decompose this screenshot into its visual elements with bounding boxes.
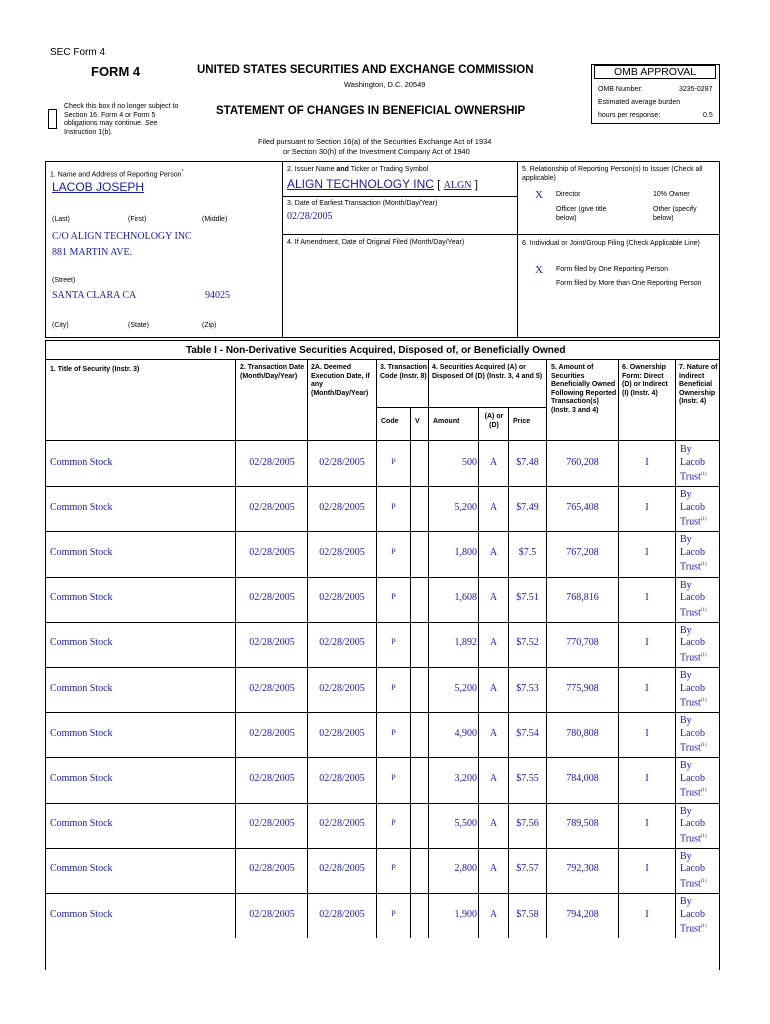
nature-of-ownership-cell [680,534,718,574]
transaction-date-cell: 02/28/2005 [249,727,295,739]
one-person-label: Form filed by One Reporting Person [556,266,669,273]
filed-pursuant-line2: or Section 30(h) of the Investment Company Act of 1940 [283,147,470,156]
nature-word: Trust$^{(1)}$ [680,697,707,709]
security-title-cell: Common Stock [50,682,113,694]
security-title-cell: Common Stock [50,547,113,558]
earliest-date-label: 3. Date of Earliest Transaction (Month/Day/Year) [287,200,438,207]
security-title-cell: Common Stock [50,592,113,604]
footnote-link[interactable]: (1) [700,924,707,929]
nature-word: By [680,534,692,546]
footnote-link[interactable]: (1) [700,517,707,523]
col-divider [410,803,411,848]
nature-word: Trust$^{(1)}$ [680,516,707,528]
header-deemed-date: 2A. Deemed Execution Date, if any (Month/Day/Year) [311,364,370,397]
price-cell: $7.48 [516,456,539,468]
col-divider [410,577,411,622]
col-divider [675,531,676,576]
ownership-form-cell: I [645,547,649,558]
no-longer-subject-checkbox[interactable] [48,109,57,129]
a-or-d-cell: A [489,547,498,558]
transaction-date-cell: 02/28/2005 [249,456,295,468]
amount-cell: 1,608 [454,592,477,604]
ownership-form-cell: I [645,727,649,739]
ownership-form-cell: I [645,456,649,468]
ownership-form-cell: I [645,682,649,694]
col-divider [508,407,509,440]
col-divider [235,757,236,802]
grid-divider [517,234,720,235]
transaction-date-cell: 02/28/2005 [249,501,295,513]
nature-word: Trust$^{(1)}$ [680,923,707,935]
nature-word: By [680,579,692,591]
col-divider [675,848,676,893]
grid-divider [282,234,517,235]
price-cell: $7.52 [516,637,539,649]
col-divider [478,407,479,440]
price-cell: $7.57 [516,863,539,875]
subheader-v: V [415,418,420,425]
security-title-cell: Common Stock [50,818,113,830]
header-title-of-security: 1. Title of Security (Instr. 3) [50,366,140,373]
nature-of-ownership-cell [680,625,718,665]
a-or-d-cell: A [489,818,498,830]
nature-word: Trust$^{(1)}$ [680,471,707,483]
other-label: Other (specify below) [653,206,697,222]
transaction-code-cell: P [391,818,396,828]
footnote-link[interactable]: (1) [700,652,707,658]
ownership-form-cell: I [645,592,649,604]
nature-word: By [680,896,692,907]
grid-divider [282,196,517,197]
first-label: (First) [128,216,147,223]
subheader-amount: Amount [433,418,460,425]
security-title-cell: Common Stock [50,456,113,468]
nature-word: Lacob [680,546,705,558]
omb-number-value: 3235-0287 [679,86,713,93]
reporter-name-link[interactable]: LACOB JOSEPH [52,180,145,194]
nature-word: By [680,489,692,501]
city-label: (City) [52,322,69,329]
ownership-form-cell: I [645,637,649,649]
nature-of-ownership-cell [680,580,718,620]
amount-cell: 3,200 [454,773,477,784]
col-divider [410,531,411,576]
ownership-form-cell: I [645,818,649,830]
transaction-date-cell: 02/28/2005 [249,863,295,875]
nature-word: By [680,850,692,862]
amount-owned-cell: 780,808 [566,727,599,739]
price-cell: $7.54 [516,727,539,739]
col-divider [675,893,676,938]
reporter-label: 1. Name and Address of Reporting Person* [50,169,184,179]
header-securities-acquired: 4. Securities Acquired (A) or Disposed Of (D) (Instr. 3, 4 and 5) [432,364,543,380]
nature-of-ownership-cell [680,896,718,936]
amount-cell: 5,500 [454,818,477,830]
amount-owned-cell: 768,816 [566,592,599,604]
transaction-date-cell: 02/28/2005 [249,818,295,830]
transaction-date-cell: 02/28/2005 [249,547,295,558]
filed-pursuant-line1: Filed pursuant to Section 16(a) of the Securities Exchange Act of 1934 [258,137,492,146]
col-divider [235,531,236,576]
price-cell: $7.5 [518,547,537,558]
price-cell: $7.53 [516,682,539,694]
deemed-date-cell: 02/28/2005 [319,547,365,558]
security-title-cell: Common Stock [50,773,113,784]
sec-form-label: SEC Form 4 [50,47,106,58]
transaction-date-cell: 02/28/2005 [249,592,295,604]
amount-owned-cell: 784,008 [566,773,599,784]
amount-cell: 1,900 [454,908,477,920]
amount-cell: 5,200 [454,682,477,694]
col-divider [410,757,411,802]
address-line2: 881 MARTIN AVE. [52,247,133,258]
nature-word: By [680,760,692,772]
deemed-date-cell: 02/28/2005 [319,501,365,513]
nature-word: Trust$^{(1)}$ [680,787,707,799]
amount-cell: 1,892 [454,637,477,649]
col-divider [618,359,619,440]
ownership-form-cell: I [645,908,649,920]
col-divider [675,667,676,712]
ownership-form-cell: I [645,501,649,513]
col-divider [675,757,676,802]
transaction-code-cell: P [391,547,396,556]
nature-word: Trust$^{(1)}$ [680,606,707,618]
col-divider [235,712,236,757]
col-divider [546,359,547,440]
nature-word: By [680,715,692,727]
issuer-label: 2. Issuer Name and Ticker or Trading Symbol [287,166,429,173]
security-title-cell: Common Stock [50,908,113,920]
header-nature-of-ownership: 7. Nature of Indirect Beneficial Ownership (Instr. 4) [679,364,718,405]
nature-word: Lacob [680,818,705,830]
price-cell: $7.56 [516,818,539,830]
price-cell: $7.51 [516,592,539,604]
footnote-link[interactable]: (1) [700,743,707,749]
footnote-link[interactable]: (1) [700,607,707,613]
table-one-title: Table I - Non-Derivative Securities Acquired, Disposed of, or Beneficially Owned [186,345,566,356]
transaction-code-cell: P [391,727,396,737]
nature-word: Lacob [680,908,705,920]
statement-title: STATEMENT OF CHANGES IN BENEFICIAL OWNERSHIP [216,105,526,117]
form-title: FORM 4 [91,64,141,79]
footnote-link[interactable]: (1) [700,472,707,477]
col-divider [235,622,236,667]
deemed-date-cell: 02/28/2005 [319,637,365,649]
a-or-d-cell: A [489,501,498,513]
nature-word: Lacob [680,456,705,468]
transaction-code-cell: P [391,456,396,466]
col-divider [235,803,236,848]
filing-label: 6. Individual or Joint/Group Filing (Check Applicable Line) [522,240,700,247]
col-divider [675,712,676,757]
street-label: (Street) [52,277,76,284]
deemed-date-cell: 02/28/2005 [319,818,365,830]
table-rule [376,407,546,408]
amount-owned-cell: 789,508 [566,818,599,830]
zip-label: (Zip) [202,322,217,329]
security-title-cell: Common Stock [50,637,113,649]
zip-value: 94025 [205,290,230,301]
ten-percent-owner-label: 10% Owner [653,191,690,198]
nature-word: Lacob [680,727,705,739]
amount-owned-cell: 760,208 [566,456,599,468]
a-or-d-cell: A [489,456,498,468]
deemed-date-cell: 02/28/2005 [319,863,365,875]
col-divider [376,359,377,440]
col-divider [235,893,236,938]
omb-number-label: OMB Number: [598,86,643,93]
security-title-cell: Common Stock [50,727,113,739]
deemed-date-cell: 02/28/2005 [319,592,365,604]
col-divider [410,893,411,938]
footnote-link[interactable]: (1) [700,833,707,839]
amount-owned-cell: 794,208 [566,908,599,920]
nature-word: Lacob [680,772,705,784]
col-divider [675,803,676,848]
a-or-d-cell: A [489,682,498,694]
col-divider [410,712,411,757]
a-or-d-cell: A [489,908,498,920]
middle-label: (Middle) [202,216,228,223]
ownership-form-cell: I [645,863,649,875]
nature-word: By [680,624,692,636]
security-title-cell: Common Stock [50,863,113,875]
footnote-link[interactable]: (1) [700,698,707,703]
last-label: (Last) [52,216,70,223]
deemed-date-cell: 02/28/2005 [319,682,365,694]
nature-word: By [680,670,692,681]
security-title-cell: Common Stock [50,501,113,513]
nature-word: Lacob [680,592,705,604]
nature-word: By [680,805,692,817]
a-or-d-cell: A [489,727,498,739]
nature-word: Lacob [680,863,705,875]
header-transaction-date: 2. Transaction Date (Month/Day/Year) [240,364,305,380]
omb-burden-label: Estimated average burden [598,99,681,106]
nature-of-ownership-cell [680,444,718,484]
a-or-d-cell: A [489,637,498,649]
nature-word: Trust$^{(1)}$ [680,652,707,664]
deemed-date-cell: 02/28/2005 [319,773,365,784]
price-cell: $7.55 [516,773,539,784]
col-divider [428,359,429,440]
col-divider [410,848,411,893]
nature-word: Lacob [680,501,705,513]
subheader-price: Price [513,418,531,425]
amendment-label: 4. If Amendment, Date of Original Filed (Month/Day/Year) [287,239,465,246]
nature-of-ownership-cell [680,670,718,710]
col-divider [410,407,411,440]
earliest-date-value: 02/28/2005 [287,211,333,222]
col-divider [410,622,411,667]
grid-divider [517,161,518,338]
nature-word: Lacob [680,682,705,694]
ownership-form-cell: I [645,773,649,784]
agency-location: Washington, D.C. 20549 [344,80,426,89]
header-ownership-form: 6. Ownership Form: Direct (D) or Indirect (I) (Instr. 4) [622,364,668,397]
footnote-link[interactable]: (1) [700,788,707,794]
price-cell: $7.49 [516,501,539,513]
col-divider [235,359,236,440]
col-divider [675,359,676,440]
footnote-link[interactable]: (1) [700,562,707,568]
col-divider [235,486,236,531]
amount-cell: 5,200 [454,501,477,513]
a-or-d-cell: A [489,773,498,784]
nature-word: By [680,444,692,455]
state-label: (State) [128,322,150,329]
amount-owned-cell: 792,308 [566,863,599,875]
checkbox-text: Check this box if no longer subject to Section 16. Form 4 or Form 5 obligations may continue. See Instruction 1(b). [64,103,179,136]
col-divider [235,577,236,622]
header-amount-owned: 5. Amount of Securities Beneficially Owned Following Reported Transaction(s) (Instr. 3 and 4) [551,364,617,414]
deemed-date-cell: 02/28/2005 [319,908,365,920]
officer-label: Officer (give title below) [556,206,607,222]
omb-hours-label: hours per response: [598,112,661,119]
transaction-date-cell: 02/28/2005 [249,773,295,784]
col-divider [410,441,411,486]
col-divider [235,667,236,712]
issuer-ticker-link[interactable]: ALGN [443,180,472,191]
amount-owned-cell: 775,908 [566,682,599,694]
nature-of-ownership-cell [680,806,718,846]
col-divider [675,577,676,622]
col-divider [675,622,676,667]
transaction-code-cell: P [391,863,396,873]
col-divider [675,486,676,531]
nature-of-ownership-cell [680,851,718,891]
agency-title: UNITED STATES SECURITIES AND EXCHANGE COMMISSION [197,64,534,76]
omb-title: OMB APPROVAL [594,65,716,79]
transaction-code-cell: P [391,637,396,647]
transaction-date-cell: 02/28/2005 [249,637,295,649]
amount-owned-cell: 767,208 [566,547,599,558]
omb-hours-value: 0.5 [703,112,713,119]
deemed-date-cell: 02/28/2005 [319,456,365,468]
transaction-date-cell: 02/28/2005 [249,908,295,920]
footnote-link[interactable]: (1) [700,878,707,884]
nature-word: Trust$^{(1)}$ [680,878,707,890]
director-label: Director [556,191,581,198]
col-divider [410,486,411,531]
grid-divider [282,161,283,338]
issuer-name-link[interactable]: ALIGN TECHNOLOGY INC [287,177,434,191]
nature-word: Trust$^{(1)}$ [680,832,707,844]
city-value: SANTA CLARA CA [52,290,137,301]
transaction-code-cell: P [391,682,396,692]
col-divider [235,441,236,486]
subheader-code: Code [381,418,399,425]
a-or-d-cell: A [489,863,498,875]
nature-word: Lacob [680,637,705,649]
multiple-persons-label: Form filed by More than One Reporting Person [556,280,702,287]
relationship-label: 5. Relationship of Reporting Person(s) to Issuer (Check all applicable) [522,166,703,182]
issuer-name-row: ALIGN TECHNOLOGY INC [ ALGN ] [287,177,478,191]
a-or-d-cell: A [489,592,498,604]
nature-of-ownership-cell [680,489,718,529]
transaction-date-cell: 02/28/2005 [249,682,295,694]
amount-cell: 2,800 [454,863,477,875]
col-divider [235,848,236,893]
transaction-code-cell: P [391,773,396,782]
amount-cell: 500 [462,456,477,468]
amount-cell: 4,900 [454,727,477,739]
nature-of-ownership-cell [680,760,718,800]
nature-of-ownership-cell [680,715,718,755]
nature-word: Trust$^{(1)}$ [680,742,707,754]
col-divider [675,441,676,486]
director-checkmark[interactable]: X [535,189,543,201]
transaction-code-cell: P [391,592,396,602]
col-divider [307,359,308,440]
header-transaction-code: 3. Transaction Code (Instr. 8) [380,364,428,380]
col-divider [410,667,411,712]
amount-owned-cell: 765,408 [566,501,599,513]
transaction-code-cell: P [391,908,396,918]
deemed-date-cell: 02/28/2005 [319,727,365,739]
nature-word: Trust$^{(1)}$ [680,561,707,573]
amount-cell: 1,800 [454,547,477,558]
subheader-a-or-d: (A) or (D) [484,413,504,429]
one-person-checkmark[interactable]: X [535,264,543,276]
amount-owned-cell: 770,708 [566,637,599,649]
price-cell: $7.58 [516,908,539,920]
transaction-code-cell: P [391,501,396,511]
address-line1: C/O ALIGN TECHNOLOGY INC [52,231,192,242]
